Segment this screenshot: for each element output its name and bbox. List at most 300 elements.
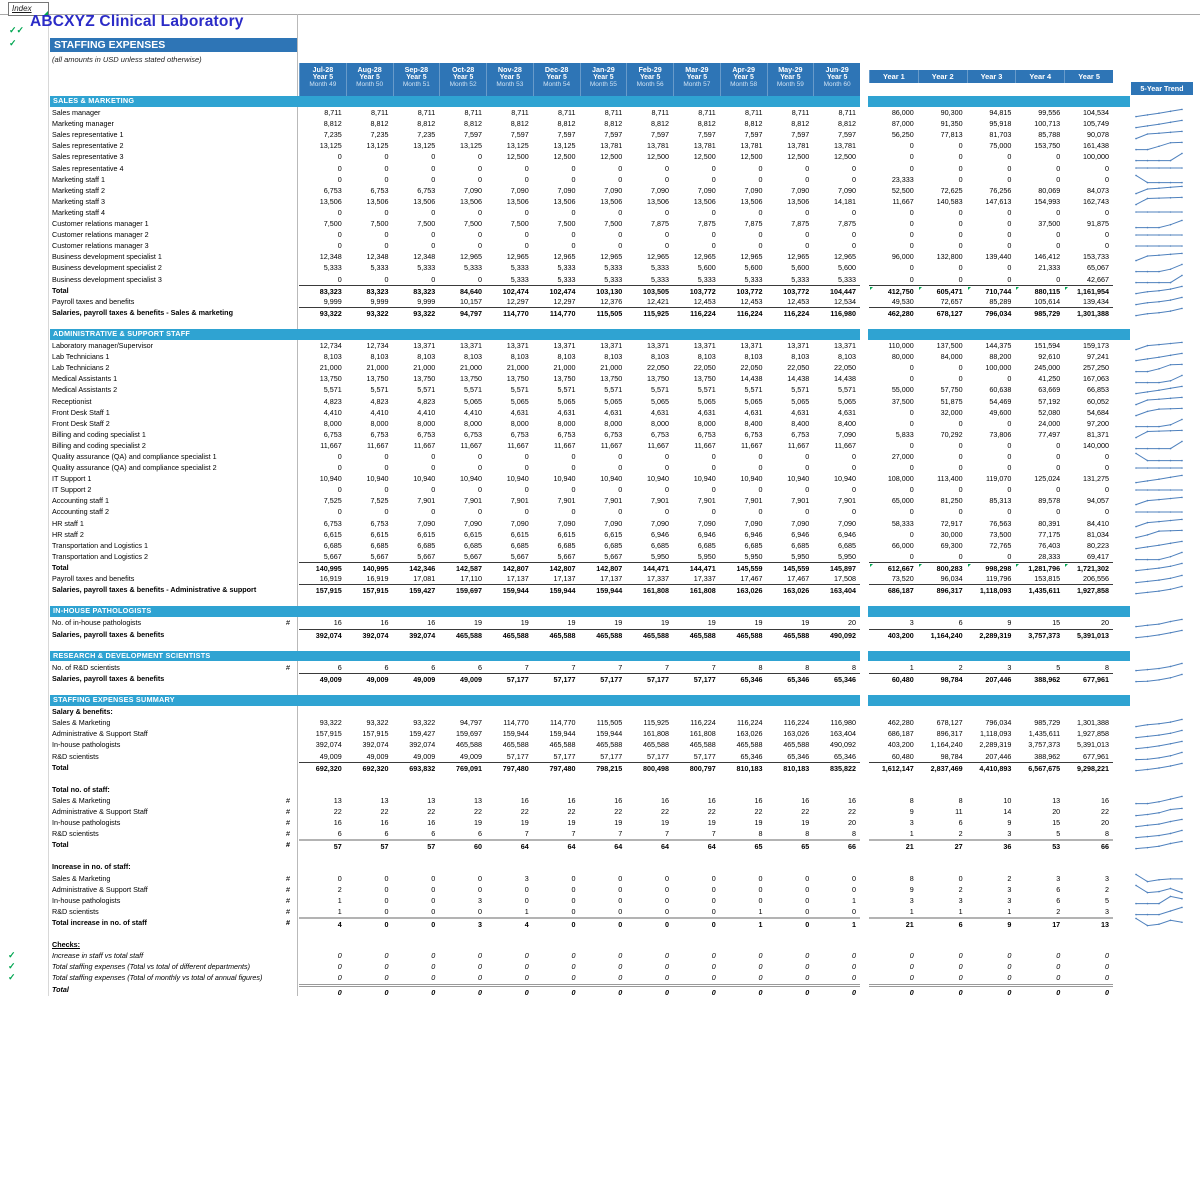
month-cell[interactable]: 7,235 [417,130,436,140]
year-cell[interactable]: 81,703 [989,130,1012,140]
month-cell[interactable]: 13,506 [413,196,436,206]
month-cell[interactable]: 22,050 [787,363,810,373]
month-cell[interactable]: 0 [805,463,810,473]
month-cell[interactable]: 22 [661,807,669,816]
month-cell[interactable]: 8,000 [651,418,669,428]
month-cell[interactable]: 0 [478,973,482,983]
month-cell[interactable]: 769,091 [439,762,486,773]
month-cell[interactable]: 0 [478,207,482,217]
month-cell[interactable]: 142,346 [393,562,440,573]
month-cell[interactable]: 4,631 [604,407,623,417]
month-cell[interactable]: 7,090 [697,518,716,528]
month-cell[interactable]: 0 [431,241,436,251]
month-cell[interactable]: 0 [758,951,763,961]
month-cell[interactable]: 0 [524,452,529,461]
month-cell[interactable]: 0 [384,207,389,217]
month-cell[interactable]: 7,875 [838,219,856,229]
year-cell[interactable]: 2 [1104,884,1109,894]
month-cell[interactable]: 65,346 [740,751,763,761]
month-cell[interactable]: 22 [801,807,810,816]
month-cell[interactable]: 0 [618,230,623,240]
row-label[interactable]: Administrative & Support Staff [52,807,148,816]
month-cell[interactable]: 12,965 [693,252,716,262]
year-cell[interactable]: 2,289,319 [979,740,1012,750]
month-cell[interactable]: 17,137 [600,574,623,584]
month-cell[interactable]: 0 [571,962,576,972]
month-cell[interactable]: 798,215 [580,762,627,773]
month-column-header[interactable] [813,63,860,96]
month-cell[interactable]: 6,615 [510,529,529,539]
month-cell[interactable]: 10,940 [460,474,482,484]
row-label[interactable]: Sales representative 4 [52,163,124,173]
month-cell[interactable]: 392,074 [299,629,346,640]
year-cell[interactable]: 162,743 [1083,196,1109,206]
month-cell[interactable]: 0 [665,230,669,240]
month-cell[interactable]: 5,571 [604,385,623,395]
month-cell[interactable]: 6,753 [557,429,576,439]
month-cell[interactable]: 65 [720,839,767,850]
month-cell[interactable]: 0 [665,962,669,972]
year-cell[interactable]: 0 [1007,374,1012,384]
row-label[interactable]: Quality assurance (QA) and compliance specialist 2 [52,463,217,473]
month-cell[interactable]: 13,371 [460,341,482,351]
year-cell[interactable]: 14 [1003,807,1012,816]
year-cell[interactable]: 0 [1007,152,1012,162]
month-cell[interactable]: 5,667 [557,551,576,561]
row-label[interactable]: Payroll taxes and benefits [52,296,135,306]
month-cell[interactable]: 490,092 [830,740,856,750]
year-cell[interactable]: 2,837,469 [918,762,967,773]
month-cell[interactable]: 0 [393,984,440,995]
month-cell[interactable]: 8,000 [323,418,342,428]
year-cell[interactable]: 0 [958,873,963,883]
month-cell[interactable]: 392,074 [409,740,436,750]
year-cell[interactable]: 1 [958,906,963,916]
month-cell[interactable]: 19 [614,818,623,828]
month-cell[interactable]: 0 [852,174,856,184]
month-cell[interactable]: 5,667 [323,551,342,561]
month-cell[interactable]: 0 [571,507,576,517]
year-cell[interactable]: 137,500 [936,341,963,351]
year-cell[interactable]: 37,500 [1038,219,1061,229]
year-cell[interactable]: 0 [958,141,963,151]
month-cell[interactable]: 16 [333,818,342,828]
year-cell[interactable]: 0 [909,274,914,284]
month-cell[interactable]: 5,333 [744,274,763,284]
month-cell[interactable]: 7,901 [697,496,716,506]
month-cell[interactable]: 465,588 [486,629,533,640]
month-cell[interactable]: 8,000 [510,418,529,428]
month-cell[interactable]: 159,944 [549,729,576,739]
year-cell[interactable]: 15 [1052,618,1061,628]
month-cell[interactable]: 13,750 [600,374,623,384]
year-cell[interactable]: 100,000 [1083,152,1109,162]
month-cell[interactable]: 0 [852,163,856,173]
month-cell[interactable]: 6,753 [744,429,763,439]
month-cell[interactable]: 159,944 [486,584,533,595]
month-cell[interactable]: 22 [848,807,856,816]
month-cell[interactable]: 49,009 [393,673,440,684]
year-cell[interactable]: 880,115 [1015,285,1064,296]
month-cell[interactable]: 5,065 [510,396,529,406]
month-cell[interactable]: 6,685 [604,540,623,550]
row-label[interactable]: Salary & benefits: [52,707,113,717]
month-cell[interactable]: 490,092 [813,629,860,640]
month-cell[interactable]: 64 [626,839,673,850]
month-cell[interactable]: 7,090 [697,185,716,195]
year-cell[interactable]: 0 [1007,551,1012,561]
month-cell[interactable]: 6,615 [370,529,389,539]
row-label[interactable]: IT Support 1 [52,474,92,484]
month-cell[interactable]: 0 [618,485,623,495]
month-cell[interactable]: 159,427 [393,584,440,595]
row-label[interactable]: Total increase in no. of staff [52,917,147,927]
year-cell[interactable]: 0 [909,141,914,151]
month-cell[interactable]: 6,685 [791,540,810,550]
month-cell[interactable]: 7,500 [557,219,576,229]
month-cell[interactable]: 0 [431,884,436,894]
month-cell[interactable]: 13 [333,795,342,805]
month-cell[interactable]: 159,944 [533,584,580,595]
month-cell[interactable]: 13,750 [647,374,669,384]
month-cell[interactable]: 0 [711,485,716,495]
year-cell[interactable]: 5,833 [895,429,914,439]
year-cell[interactable]: 1 [909,662,914,672]
month-cell[interactable]: 10,940 [319,474,342,484]
year-cell[interactable]: 412,750 [869,285,918,296]
row-label[interactable]: Business development specialist 2 [52,263,162,273]
year-cell[interactable]: 9,298,221 [1064,762,1113,773]
row-label[interactable]: Salaries, payroll taxes & benefits - Sales & marketing [52,307,233,317]
month-cell[interactable]: 13,750 [413,374,436,384]
month-cell[interactable]: 16 [520,795,529,805]
month-cell[interactable]: 0 [571,895,576,905]
month-cell[interactable]: 10,940 [834,474,856,484]
month-cell[interactable]: 5,065 [464,396,482,406]
month-cell[interactable]: 19 [614,618,623,628]
month-cell[interactable]: 12,348 [366,252,389,262]
year-cell[interactable]: 0 [1104,207,1109,217]
month-cell[interactable]: 7 [711,662,716,672]
month-cell[interactable]: 7,090 [604,185,623,195]
month-cell[interactable]: 6,753 [323,185,342,195]
month-cell[interactable]: 0 [618,507,623,517]
year-cell[interactable]: 0 [1056,440,1061,450]
month-cell[interactable]: 17,137 [553,574,576,584]
month-cell[interactable]: 8,711 [464,108,482,118]
year-cell[interactable]: 77,497 [1038,429,1061,439]
month-column-header[interactable] [767,63,814,96]
month-cell[interactable]: 5,950 [697,551,716,561]
year-cell[interactable]: 41,250 [1038,374,1061,384]
month-cell[interactable]: 157,915 [315,729,342,739]
year-cell[interactable]: 90,300 [940,108,963,118]
year-cell[interactable]: 2,289,319 [967,629,1016,640]
year-cell[interactable]: 108,000 [887,474,914,484]
month-cell[interactable]: 6 [337,829,342,839]
month-cell[interactable]: 0 [852,951,856,961]
month-cell[interactable]: 0 [852,230,856,240]
month-cell[interactable]: 465,588 [689,740,716,750]
year-cell[interactable]: 0 [909,529,914,539]
month-cell[interactable]: 115,505 [580,307,627,318]
month-cell[interactable]: 0 [337,873,342,883]
month-cell[interactable]: 0 [478,962,482,972]
month-cell[interactable]: 8,103 [510,352,529,362]
month-cell[interactable]: 0 [393,917,440,928]
month-cell[interactable]: 5,571 [651,385,669,395]
month-cell[interactable]: 8,711 [371,108,389,118]
month-cell[interactable]: 0 [571,174,576,184]
month-cell[interactable]: 159,944 [596,729,623,739]
month-cell[interactable]: 5,571 [510,385,529,395]
month-cell[interactable]: 6,615 [323,529,342,539]
year-cell[interactable]: 24,000 [1038,418,1061,428]
month-cell[interactable]: 0 [533,984,580,995]
month-cell[interactable]: 3 [524,873,529,883]
month-cell[interactable]: 0 [758,884,763,894]
month-cell[interactable]: 465,588 [673,629,720,640]
month-cell[interactable]: 6,685 [557,540,576,550]
month-cell[interactable]: 0 [618,241,623,251]
year-cell[interactable]: 151,594 [1034,341,1061,351]
month-cell[interactable]: 0 [299,984,346,995]
month-cell[interactable]: 0 [767,984,814,995]
month-cell[interactable]: 0 [626,984,673,995]
month-cell[interactable]: 22 [567,807,576,816]
year-cell[interactable]: 89,578 [1038,496,1061,506]
year-cell[interactable]: 85,313 [989,496,1012,506]
year-cell[interactable]: 0 [918,984,967,995]
year-cell[interactable]: 87,000 [891,119,914,129]
month-cell[interactable]: 12,297 [506,296,529,306]
month-cell[interactable]: 5,333 [464,263,482,273]
month-cell[interactable]: 0 [431,962,436,972]
month-cell[interactable]: 0 [431,895,436,905]
month-cell[interactable]: 0 [758,507,763,517]
month-cell[interactable]: 0 [758,163,763,173]
month-column-header[interactable] [299,63,346,96]
month-cell[interactable]: 19 [661,818,669,828]
year-cell[interactable]: 0 [1056,973,1061,983]
year-cell[interactable]: 1,435,611 [1015,584,1064,595]
month-cell[interactable]: 7,090 [838,429,856,439]
month-cell[interactable]: 0 [478,951,482,961]
year-cell[interactable]: 0 [1056,274,1061,284]
month-cell[interactable]: 13,125 [366,141,389,151]
month-cell[interactable]: 11,667 [694,440,716,450]
month-cell[interactable]: 797,480 [486,762,533,773]
month-cell[interactable]: 142,807 [533,562,580,573]
year-cell[interactable]: 80,391 [1038,518,1061,528]
month-cell[interactable]: 7,090 [791,185,810,195]
row-label[interactable]: Lab Technicians 2 [52,363,110,373]
month-cell[interactable]: 0 [758,452,763,461]
month-cell[interactable]: 17,081 [413,574,436,584]
month-cell[interactable]: 0 [805,452,810,461]
month-cell[interactable]: 116,224 [720,307,767,318]
year-cell[interactable]: 388,962 [1015,673,1064,684]
month-cell[interactable]: 13 [427,795,436,805]
month-cell[interactable]: 465,588 [580,629,627,640]
year-cell[interactable]: 15 [1052,818,1061,828]
month-cell[interactable]: 10,157 [460,296,482,306]
month-cell[interactable]: 10,940 [506,474,529,484]
year-cell[interactable]: 72,657 [940,296,963,306]
month-cell[interactable]: 12,453 [740,296,763,306]
year-cell[interactable]: 153,750 [1034,141,1061,151]
month-cell[interactable]: 0 [337,962,342,972]
month-cell[interactable]: 8,000 [697,418,716,428]
year-cell[interactable]: 76,403 [1038,540,1061,550]
month-cell[interactable]: 7 [524,829,529,839]
row-label[interactable]: Marketing manager [52,119,114,129]
year-cell[interactable]: 8 [1104,829,1109,839]
month-cell[interactable]: 0 [524,507,529,517]
month-cell[interactable]: 0 [852,884,856,894]
month-cell[interactable]: 65,346 [813,673,860,684]
year-cell[interactable]: 84,410 [1087,518,1109,528]
month-cell[interactable]: 5,571 [791,385,810,395]
month-cell[interactable]: 0 [384,241,389,251]
month-cell[interactable]: 11,667 [741,440,763,450]
month-cell[interactable]: 14,438 [740,374,763,384]
month-cell[interactable]: 8,812 [370,119,389,129]
month-cell[interactable]: 6,685 [323,540,342,550]
row-label[interactable]: Accounting staff 2 [52,507,110,517]
month-cell[interactable]: 0 [524,895,529,905]
year-cell[interactable]: 0 [1056,951,1061,961]
month-cell[interactable]: 11,667 [413,440,436,450]
month-cell[interactable]: 0 [711,163,716,173]
month-cell[interactable]: 57,177 [647,751,669,761]
row-label[interactable]: HR staff 1 [52,518,84,528]
row-label[interactable]: Quality assurance (QA) and compliance specialist 1 [52,452,217,461]
year-cell[interactable]: 9 [967,917,1016,928]
month-cell[interactable]: 157,915 [299,584,346,595]
month-cell[interactable]: 6,753 [697,429,716,439]
year-cell[interactable]: 125,024 [1034,474,1061,484]
month-cell[interactable]: 0 [852,906,856,916]
year-cell[interactable]: 985,729 [1034,718,1061,728]
month-cell[interactable]: 13 [380,795,389,805]
month-cell[interactable]: 0 [711,895,716,905]
month-cell[interactable]: 0 [673,984,720,995]
year-cell[interactable]: 0 [1104,463,1109,473]
month-cell[interactable]: 0 [478,274,482,284]
month-column-header[interactable] [580,63,627,96]
year-cell[interactable]: 0 [1104,241,1109,251]
year-cell[interactable]: 8 [909,873,914,883]
year-cell[interactable]: 0 [1007,207,1012,217]
year-cell[interactable]: 0 [909,230,914,240]
month-cell[interactable]: 10,940 [787,474,810,484]
row-label[interactable]: No. of in-house pathologists [52,618,142,628]
month-cell[interactable]: 49,009 [366,751,389,761]
month-cell[interactable]: 7,525 [370,496,389,506]
month-cell[interactable]: 0 [758,230,763,240]
month-cell[interactable]: 0 [524,163,529,173]
year-cell[interactable]: 3 [1104,873,1109,883]
month-cell[interactable]: 10,940 [693,474,716,484]
month-cell[interactable]: 5,571 [464,385,482,395]
row-label[interactable]: In-house pathologists [52,895,121,905]
month-cell[interactable]: 57,177 [553,751,576,761]
year-cell[interactable]: 73,520 [891,574,914,584]
month-cell[interactable]: 0 [431,507,436,517]
year-cell[interactable]: 32,000 [940,407,963,417]
year-cell[interactable]: 8 [909,795,914,805]
year-cell[interactable]: 462,280 [887,718,914,728]
month-cell[interactable]: 0 [665,241,669,251]
month-cell[interactable]: 16,919 [319,574,342,584]
year-cell[interactable]: 0 [1056,962,1061,972]
year-cell[interactable]: 66,000 [891,540,914,550]
month-cell[interactable]: 0 [805,163,810,173]
month-cell[interactable]: 7,901 [838,496,856,506]
year-cell[interactable]: 0 [1104,485,1109,495]
month-cell[interactable]: 22,050 [740,363,763,373]
year-cell[interactable]: 13 [1064,917,1113,928]
month-cell[interactable]: 0 [665,884,669,894]
year-cell[interactable]: 94,057 [1087,496,1109,506]
month-cell[interactable]: 0 [337,241,342,251]
month-cell[interactable]: 17,337 [647,574,669,584]
month-cell[interactable]: 8 [805,662,810,672]
month-cell[interactable]: 6,946 [838,529,856,539]
year-cell[interactable]: 55,000 [891,385,914,395]
month-cell[interactable]: 0 [478,906,482,916]
row-label[interactable]: Billing and coding specialist 2 [52,440,146,450]
month-cell[interactable]: 0 [805,485,810,495]
month-cell[interactable]: 11,667 [554,440,576,450]
year-cell[interactable]: 72,625 [940,185,963,195]
month-cell[interactable]: 22 [520,807,529,816]
row-label[interactable]: Sales representative 2 [52,141,124,151]
month-cell[interactable]: 94,797 [439,307,486,318]
month-cell[interactable]: 0 [571,452,576,461]
month-cell[interactable]: 0 [571,973,576,983]
year-cell[interactable]: 36 [967,839,1016,850]
month-cell[interactable]: 0 [618,962,623,972]
month-cell[interactable]: 0 [758,207,763,217]
month-cell[interactable]: 12,965 [740,252,763,262]
month-cell[interactable]: 1 [720,917,767,928]
month-cell[interactable]: 12,734 [366,341,389,351]
month-cell[interactable]: 93,322 [413,718,436,728]
year-cell[interactable]: 0 [909,440,914,450]
month-cell[interactable]: 14,181 [834,196,856,206]
month-cell[interactable]: 0 [337,274,342,284]
year-cell[interactable]: 677,961 [1064,673,1113,684]
year-cell[interactable]: 167,063 [1083,374,1109,384]
year-cell[interactable]: 100,000 [985,363,1012,373]
month-cell[interactable]: 64 [580,839,627,850]
month-cell[interactable]: 60 [439,839,486,850]
month-cell[interactable]: 0 [337,463,342,473]
year-cell[interactable]: 1,721,302 [1064,562,1113,573]
month-cell[interactable]: 8,711 [511,108,529,118]
year-cell[interactable]: 3 [909,818,914,828]
year-cell[interactable]: 0 [958,219,963,229]
year-cell[interactable]: 0 [909,207,914,217]
month-cell[interactable]: 0 [431,951,436,961]
year-cell[interactable]: 0 [1056,463,1061,473]
month-cell[interactable]: 102,474 [486,285,533,296]
month-cell[interactable]: 6,753 [370,185,389,195]
month-cell[interactable]: 13,371 [506,341,529,351]
month-cell[interactable]: 159,944 [502,729,529,739]
